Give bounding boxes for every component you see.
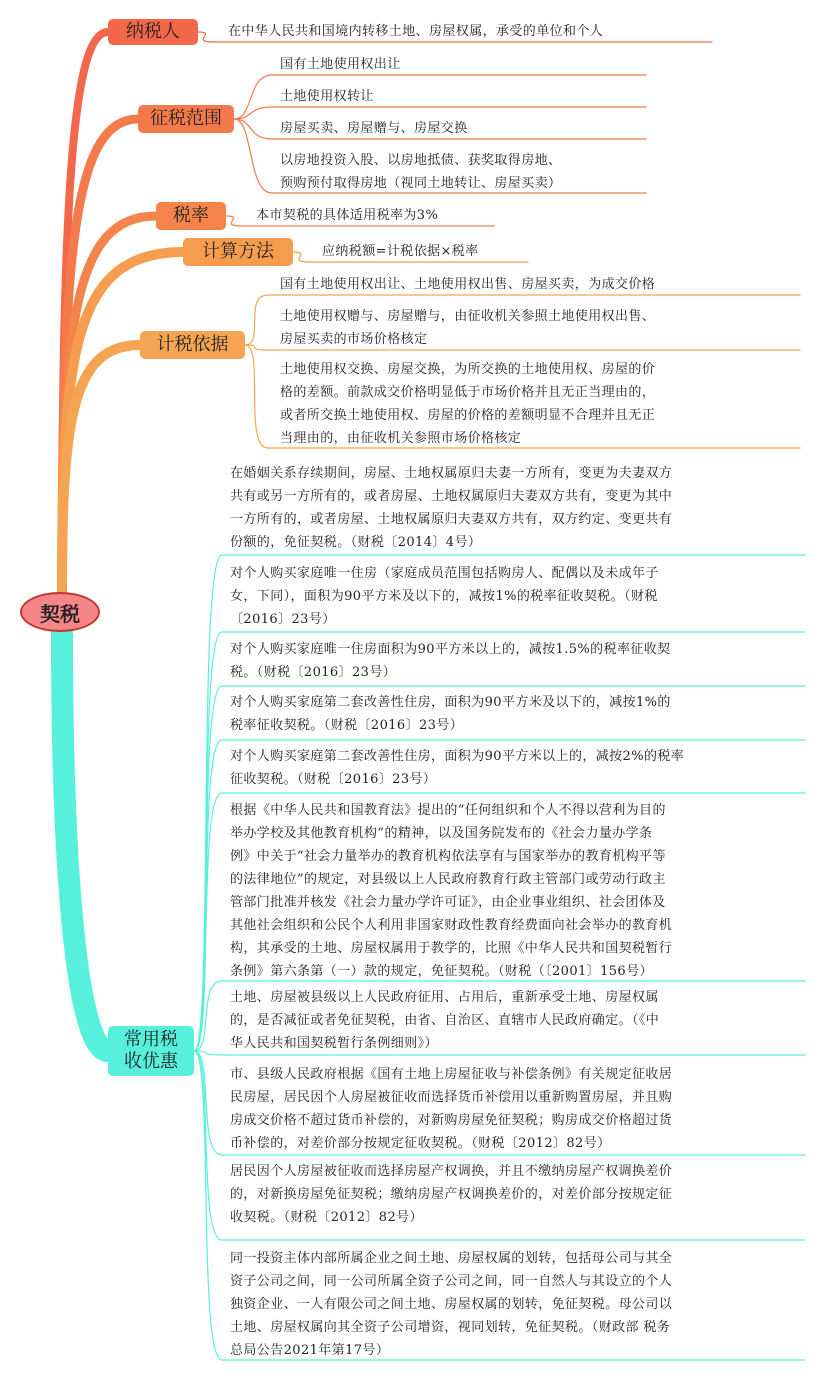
leaf-basis-3: 土地使用权交换、房屋交换，为所交换的土地使用权、房屋的价 格的差额。前款成交价格明显低于市场价格并且无正当理由的， 或者所交换土地使用权、房屋的价格的差额明显不合理并且无正 当理由的，由征收机关参照市场价格核定 (280, 362, 656, 446)
root-node[interactable]: 契税 (20, 592, 100, 632)
leaf-scope-1: 国有土地使用权出让 (280, 57, 401, 72)
leaf-scope-3: 房屋买卖、房屋赠与、房屋交换 (280, 121, 468, 136)
leaf-rate-1: 本市契税的具体适用税率为3% (256, 208, 439, 223)
leaf-relief-1: 在婚姻关系存续期间，房屋、土地权属原归夫妻一方所有，变更为夫妻双方 共有或另一方所有的，或者房屋、土地权属原归夫妻双方共有，变更为其中 一方所有的，或者房屋、土地权属原归夫妻双方共有，双方约定、变更共有 份额的，免征契税。（财税〔2014〕4号） (230, 466, 673, 550)
leaf-relief-3: 对个人购买家庭唯一住房面积为90平方米以上的，减按1.5%的税率征收契 税。（财税〔2016〕23号） (230, 642, 671, 680)
topic-taxpayer[interactable]: 纳税人 (108, 19, 198, 45)
leaf-scope-2: 土地使用权转让 (280, 89, 374, 104)
leaf-method-1: 应纳税额=计税依据×税率 (322, 244, 479, 259)
leaf-relief-6: 根据《中华人民共和国教育法》提出的“任何组织和个人不得以营利为目的 举办学校及其他教育机构”的精神，以及国务院发布的《社会力量办学条 例》中关于“社会力量举办的教育机构依法享有与国家举办的教育机构平等 的法律地位”的规定，对县级以上人民政府教育行政主管部门或劳动行政主 管部门批准并核发《社会力量办学许可证》，由企业事业组织、社会团体及 其他社会组织和公民个人利用非国家财政性教育经费面向社会举办的教育机 构，其承受的土地、房屋权属用于教学的，比照《中华人民共和国契税暂行 条例》第六条第（一）款的规定，免征契税。（财税（〔2001〕156号） (230, 803, 673, 979)
topic-method[interactable]: 计算方法 (183, 238, 293, 266)
branch-relief (62, 632, 108, 1051)
topic-relief[interactable]: 常用税 收优惠 (108, 1026, 194, 1076)
leaf-basis-2: 土地使用权赠与、房屋赠与，由征收机关参照土地使用权出售、 房屋买卖的市场价格核定 (280, 309, 656, 347)
leaf-taxpayer-1: 在中华人民共和国境内转移土地、房屋权属，承受的单位和个人 (228, 24, 604, 39)
leaf-relief-4: 对个人购买家庭第二套改善性住房，面积为90平方米及以下的，减按1%的 税率征收契税。（财税〔2016〕23号） (230, 695, 671, 733)
leaf-relief-7: 土地、房屋被县级以上人民政府征用、占用后，重新承受土地、房屋权属 的，是否减征或者免征契税，由省、自治区、直辖市人民政府确定。（《中 华人民共和国契税暂行条例细则》） (230, 990, 660, 1051)
topic-rate[interactable]: 税率 (156, 202, 226, 230)
leaf-relief-2: 对个人购买家庭唯一住房（家庭成员范围包括购房人、配偶以及未成年子 女，下同），面积为90平方米及以下的，减按1%的税率征收契税。（财税 〔2016〕23号） (230, 566, 659, 627)
leaf-basis-1: 国有土地使用权出让、土地使用权出售、房屋买卖，为成交价格 (280, 277, 656, 292)
leaf-relief-8: 市、县级人民政府根据《国有土地上房屋征收与补偿条例》有关规定征收居 民房屋，居民因个人房屋被征收而选择货币补偿用以重新购置房屋，并且购 房成交价格不超过货币补偿的，对新购房屋免征契税；购房成交价格超过货 币补偿的，对差价部分按规定征收契税。（财税〔2012〕82号） (230, 1067, 673, 1151)
leaf-relief-5: 对个人购买家庭第二套改善性住房，面积为90平方米以上的，减按2%的税率 征收契税。（财税〔2016〕23号） (230, 749, 685, 787)
leaf-relief-10: 同一投资主体内部所属企业之间土地、房屋权属的划转，包括母公司与其全 资子公司之间，同一公司所属全资子公司之间，同一自然人与其设立的个人 独资企业、一人有限公司之间土地、房屋权属的划转，免征契税。母公司以 土地、房屋权属向其全资子公司增资，视同划转，免征契税。（财政部 税务 总局公告2021年第17号） (230, 1251, 673, 1358)
topic-basis[interactable]: 计税依据 (140, 331, 245, 359)
leaf-relief-9: 居民因个人房屋被征收而选择房屋产权调换，并且不缴纳房屋产权调换差价 的，对新换房屋免征契税；缴纳房屋产权调换差价的，对差价部分按规定征 收契税。（财税〔2012〕82号） (230, 1164, 673, 1225)
topic-scope[interactable]: 征税范围 (138, 105, 234, 133)
leaf-scope-4: 以房地投资入股、以房地抵债、获奖取得房地、 预购预付取得房地（视同土地转让、房屋买卖） (280, 153, 562, 191)
